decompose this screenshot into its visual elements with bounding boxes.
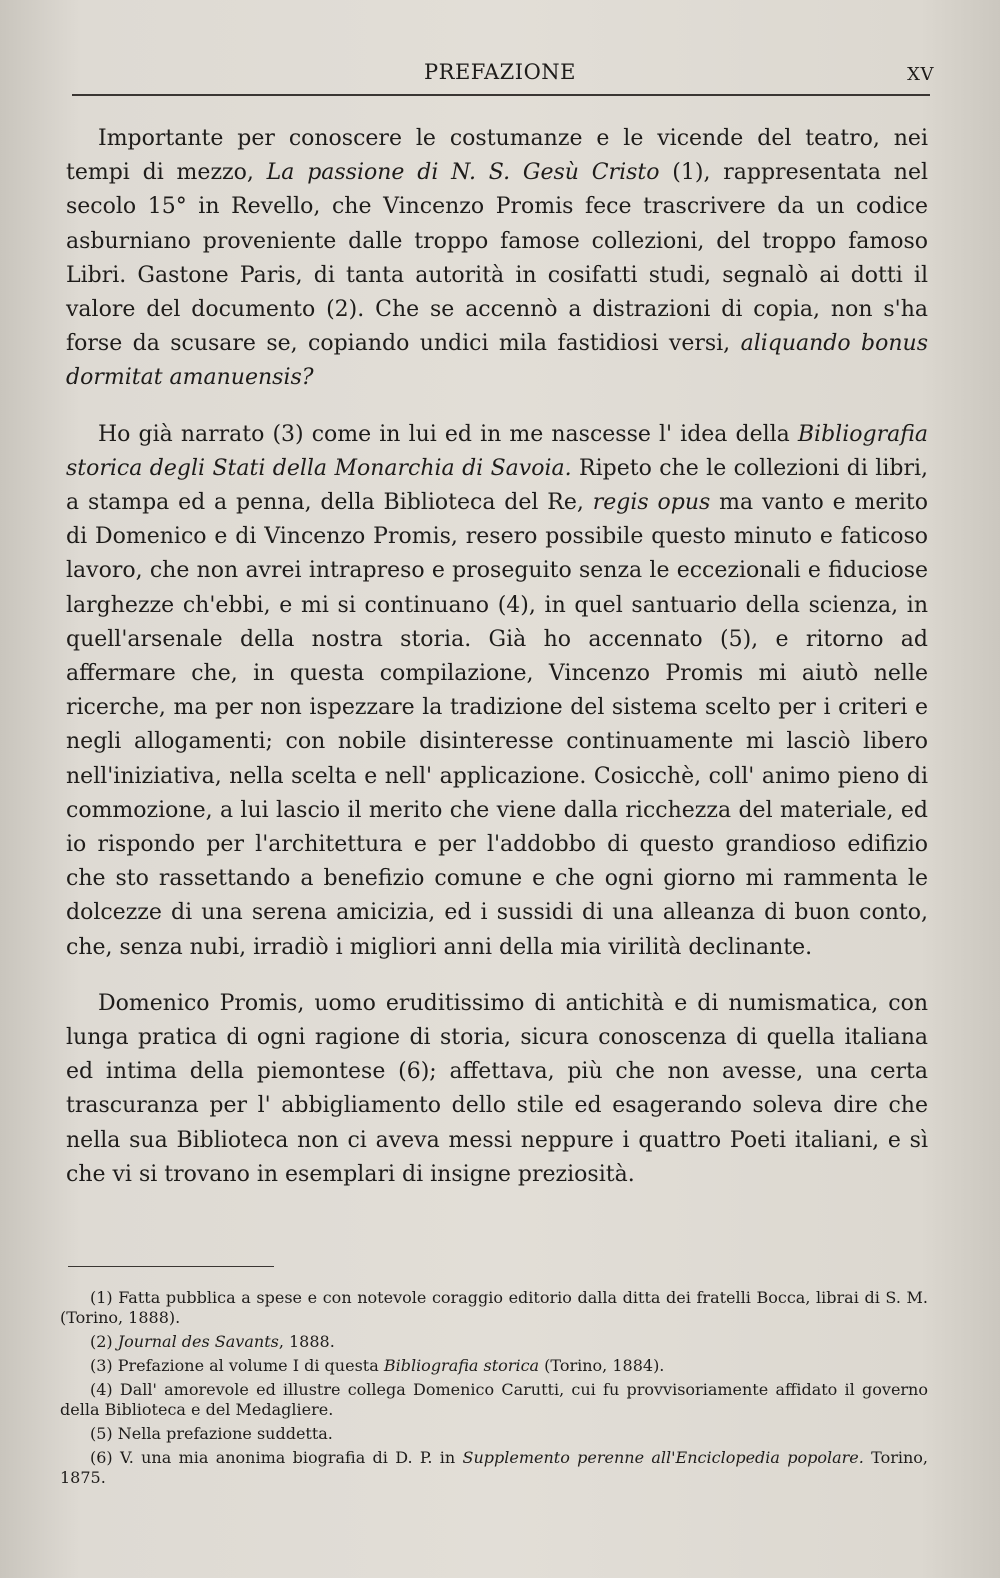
text-span: Domenico Promis, uomo eruditissimo di antichità e di numismatica, con lunga pratica di ogni ragione di storia, sicura conoscenza di quella italiana ed intima della piemontese (6); affettava, più che non avesse, una certa trascuranza per l' abbigliamento dello stile ed esagerando soleva dire che nella sua Biblioteca non ci aveva messi neppure i quattro Poeti italiani, e sì che vi si trovano in esemplari di insigne preziosità.: [66, 990, 928, 1187]
text-span: , 1888.: [278, 1332, 335, 1351]
text-span: (Torino, 1884).: [539, 1356, 665, 1375]
text-span: Ripeto che le collezioni di libri, a stampa ed a penna, della Biblioteca del Re,: [66, 455, 928, 516]
italic-span: Supplemento perenne all'Enciclopedia popolare.: [462, 1448, 864, 1467]
header-rule: [72, 94, 930, 96]
page-header: [66, 54, 934, 88]
text-span: (1) Fatta pubblica a spese e con notevole coraggio editorio dalla ditta dei fratelli Bocca, librai di S. M. (Torino, 1888).: [60, 1288, 928, 1327]
italic-span: regis opus: [592, 490, 711, 516]
footnotes: [60, 1288, 928, 1492]
italic-span: aliquando bonus dormitat amanuensis?: [66, 331, 928, 391]
text-span: (1), rappresentata nel secolo 15° in Revello, che Vincenzo Promis fece trascrivere da un codice asburniano proveniente dalle troppo famose collezioni, del troppo famoso Libri. Gastone Paris, di tanta autorità in cosifatti studi, segnalò ai dotti il valore del documento (2). Che se accennò a distrazioni di copia, non s'ha forse da scusare se, copiando undici mila fastidiosi versi,: [66, 160, 929, 357]
text-span: (6) V. una mia anonima biografia di D. P. in: [90, 1448, 463, 1467]
footnote-rule: [68, 1266, 274, 1267]
footnote-1: [60, 1288, 928, 1328]
page-number: XV: [907, 64, 934, 85]
footnote-6: [60, 1448, 928, 1488]
text-span: Ho già narrato (3) come in lui ed in me nascesse l' idea della: [98, 421, 798, 447]
body-text: [66, 122, 928, 1192]
text-span: Torino, 1875.: [60, 1448, 928, 1487]
paragraph-2: [66, 418, 928, 965]
italic-span: La passione di N. S. Gesù Cristo: [266, 160, 660, 186]
footnote-4: [60, 1380, 928, 1420]
italic-span: Journal des Savants: [117, 1332, 279, 1351]
paragraph-3: [66, 987, 928, 1192]
text-span: ma vanto e merito di Domenico e di Vincenzo Promis, resero possibile questo minuto e faticoso lavoro, che non avrei intrapreso e proseguito senza le eccezionali e fiduciose larghezze ch'ebbi, e mi si continuano (4), in quel santuario della scienza, in quell'arsenale della nostra storia. Già ho accennato (5), e ritorno ad affermare che, in questa compilazione, Vincenzo Promis mi aiutò nelle ricerche, ma per non ispezzare la tradizione del sistema scelto per i criteri e negli allogamenti; con nobile disinteresse continuamente mi lasciò libero nell'iniziativa, nella scelta e nell' applicazione. Cosicchè, coll' animo pieno di commozione, a lui lascio il merito che viene dalla ricchezza del materiale, ed io rispondo per l'architettura e per l'addobbo di questo grandioso edifizio che sto rassettando a benefizio comune e che ogni giorno mi rammenta le dolcezze di una serena amicizia, ed i sussidi di una alleanza di buon conto, che, senza nubi, irradiò i migliori anni della mia virilità declinante.: [66, 490, 928, 960]
text-span: (5) Nella prefazione suddetta.: [90, 1424, 333, 1443]
paragraph-1: [66, 122, 928, 396]
running-title: PREFAZIONE: [424, 60, 576, 84]
footnote-2: [60, 1332, 928, 1352]
footnote-3: [60, 1356, 928, 1376]
text-span: (2): [90, 1332, 118, 1351]
italic-span: Bibliografia storica: [383, 1356, 540, 1375]
footnote-5: [60, 1424, 928, 1444]
text-span: (4) Dall' amorevole ed illustre collega Domenico Carutti, cui fu provvisoriamente affidato il governo della Biblioteca e del Medagliere.: [60, 1380, 928, 1419]
text-span: (3) Prefazione al volume I di questa: [90, 1356, 384, 1375]
text-span: Importante per conoscere le costumanze e le vicende del teatro, nei tempi di mezzo,: [66, 126, 928, 186]
italic-span: Bibliografia storica degli Stati della Monarchia di Savoia.: [66, 421, 928, 481]
